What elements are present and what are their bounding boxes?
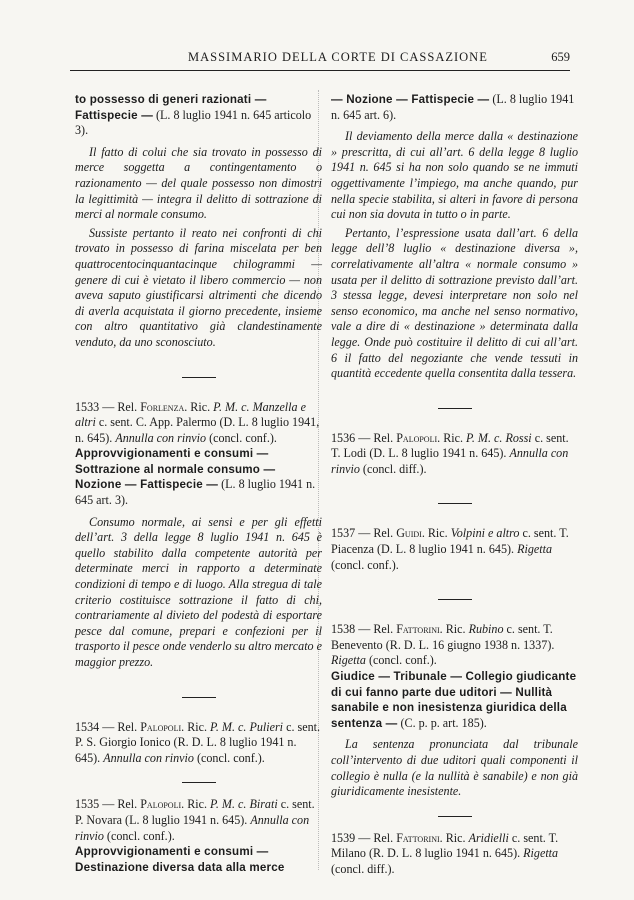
maxim-paragraph: Sussiste pertanto il reato nei confronti di chi trovato in possesso di farina miscelata per ben quattrocentocinquantacinque chilogrammi — genere di cui è vietato il libero commercio — non aveva saputo giustificarsi altrimenti che dicendo di averla acquistata il giorno precedente, insieme con altro quantitativo già clandestinamente venduto, da uno sconosciuto. <box>75 225 322 349</box>
entry-1537: 1537 — Rel. Guidi. Ric. Volpini e altro c. sent. T. Piacenza (D. L. 8 luglio 1941 n. 645). Rigetta (concl. conf.). <box>331 526 569 572</box>
separator <box>438 408 472 409</box>
maxim-continued <box>75 145 322 351</box>
maxim-paragraph: La sentenza pronunciata dal tribunale coll’intervento di due uditori quali componenti il collegio è nulla (e la nullità è sanabile) e non già giuridicamente inesistente. <box>331 737 578 799</box>
maxim-paragraph: Pertanto, l’espressione usata dall’art. 6 della legge dell’8 luglio « destinazione diversa », correlativamente all’altra « normale consumo » usata per il delitto di sottrazione previsto dall’art. 3 stessa legge, devesi interpretare non solo nel senso economico, ma anche nel senso normativo, vale a dire di « destinazione » determinata dalla legge. Onde può costituire il delitto di cui all’art. 6 il fatto del negoziante che vende tessuti in quantità eccedente quella consentita dalla tessera. <box>331 225 578 381</box>
maxim-1538 <box>331 737 578 799</box>
entry-1536: 1536 — Rel. Palopoli. Ric. P. M. c. Rossi c. sent. T. Lodi (D. L. 8 luglio 1941 n. 645). Annulla con rinvio (concl. diff.). <box>331 430 569 476</box>
separator <box>182 782 216 783</box>
separator <box>438 503 472 504</box>
separator <box>438 816 472 817</box>
separator <box>182 697 216 698</box>
maxim-paragraph: Consumo normale, ai sensi e per gli effetti dell’art. 3 della legge 8 luglio 1941 n. 645 è quello stabilito dalla competente autorità per determinate merci in rapporto a determinate condizioni di tempo e di luogo. Alla stregua di tale criterio costituisce sottrazione il fatto di chi, contrariamente al divieto del podestà di esportare pesce dal comune, prepari e confezioni per il trasporto il pesce onde venderlo su altro mercato e maggior prezzo. <box>75 514 322 669</box>
entry-1539: 1539 — Rel. Fattorini. Ric. Aridielli c. sent. T. Milano (R. D. L. 8 luglio 1941 n. 645). Rigetta (concl. diff.). <box>331 830 559 876</box>
left-column <box>75 92 322 875</box>
entry-1533: 1533 — Rel. Forlenza. Ric. P. M. c. Manzella e altri c. sent. C. App. Palermo (D. L. 8 luglio 1941, n. 645). Annulla con rinvio (concl. conf.). <box>75 399 320 445</box>
entry-1534: 1534 — Rel. Palopoli. Ric. P. M. c. Pulieri c. sent. P. S. Giorgio Ionico (R. D. L. 8 luglio 1941 n. 645). Annulla con rinvio (concl. conf.). <box>75 719 320 765</box>
topic-heading: Giudice — Tribunale — Collegio giudicante di cui fanno parte due uditori — Nullità sanabile e non inesistenza giuridica della sentenza — (C. p. p. art. 185). <box>331 670 577 730</box>
entry-1535: 1535 — Rel. Palopoli. Ric. P. M. c. Birati c. sent. P. Novara (L. 8 luglio 1941 n. 645). Annulla con rinvio (concl. conf.). <box>75 797 315 843</box>
continued-topic: to possesso di generi razionati — Fattispecie — (L. 8 luglio 1941 n. 645 articolo 3). <box>75 93 312 138</box>
continued-topic: — Nozione — Fattispecie — (L. 8 luglio 1941 n. 645 art. 6). <box>331 92 575 122</box>
page-number: 659 <box>551 50 570 64</box>
page-header <box>70 46 570 68</box>
separator <box>438 599 472 600</box>
topic-heading: Approvvigionamenti e consumi — Sottrazione al normale consumo — Nozione — Fattispecie — (L. 8 luglio 1941 n. 645 art. 3). <box>75 447 316 508</box>
right-column <box>331 92 578 878</box>
topic-heading: Approvvigionamenti e consumi — Destinazione diversa data alla merce <box>75 845 285 874</box>
maxim-1533 <box>75 515 322 671</box>
maxim-paragraph: Il fatto di colui che sia trovato in possesso di merce soggetta a contingentamento o razionamento — del quale possesso non dimostri la legittimità — integra il delitto di sottrazione di merci al normale consumo. <box>75 144 322 222</box>
entry-1538: 1538 — Rel. Fattorini. Ric. Rubino c. sent. T. Benevento (R. D. L. 16 giugno 1938 n. 1337). Rigetta (concl. conf.). <box>331 622 555 668</box>
header-rule <box>70 70 570 71</box>
maxim-paragraph: Il deviamento della merce dalla « destinazione » prescritta, di cui all’art. 6 della legge 8 luglio 1941 n. 645 si ha non solo quando se ne immuti oggettivamente l’impiego, ma anche quando, pur nella specie stabilita, si alteri in favore di persona cui non sia dovuta in tutto o in parte. <box>331 129 578 222</box>
running-title: MASSIMARIO DELLA CORTE DI CASSAZIONE <box>188 50 488 64</box>
maxim-1535 <box>331 129 578 382</box>
separator <box>182 377 216 378</box>
